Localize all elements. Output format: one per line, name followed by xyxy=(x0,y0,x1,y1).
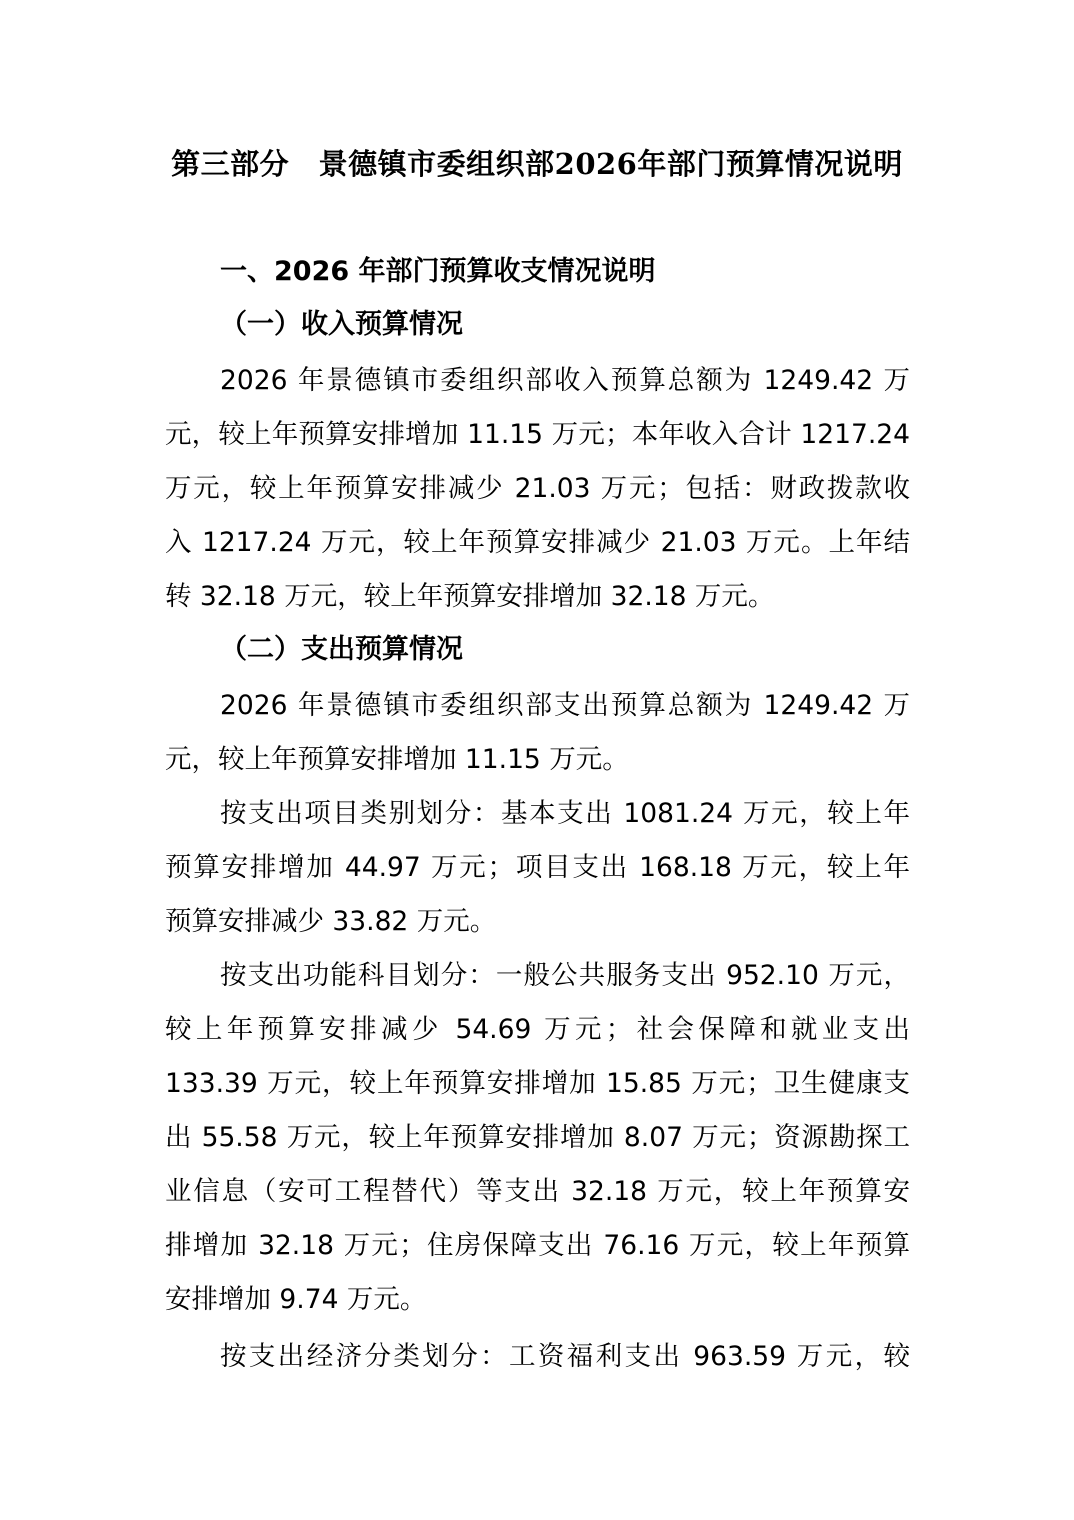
expense-total-paragraph xyxy=(165,679,910,787)
text-line: 业信息（安可工程替代）等支出 32.18 万元，较上年预算安 xyxy=(165,1176,910,1207)
text-line: 2026 年景德镇市委组织部收入预算总额为 1249.42 万 xyxy=(220,365,910,396)
text-line: 预算安排增加 44.97 万元；项目支出 168.18 万元，较上年 xyxy=(165,852,910,883)
text-line: 元，较上年预算安排增加 11.15 万元。 xyxy=(165,744,629,775)
text-line: 按支出功能科目划分：一般公共服务支出 952.10 万元， xyxy=(220,960,910,991)
text-line: 按支出项目类别划分：基本支出 1081.24 万元，较上年 xyxy=(220,798,910,829)
text-line: 排增加 32.18 万元；住房保障支出 76.16 万元，较上年预算 xyxy=(165,1230,910,1261)
text-line: 133.39 万元，较上年预算安排增加 15.85 万元；卫生健康支 xyxy=(165,1068,910,1099)
expense-by-economic-paragraph xyxy=(165,1330,910,1384)
text-line: 转 32.18 万元，较上年预算安排增加 32.18 万元。 xyxy=(165,581,775,612)
text-line: 预算安排减少 33.82 万元。 xyxy=(165,906,497,937)
subsection-heading-expense: （二）支出预算情况 xyxy=(220,634,463,665)
expense-by-function-paragraph xyxy=(165,949,910,1327)
text-line: 出 55.58 万元，较上年预算安排增加 8.07 万元；资源勘探工 xyxy=(165,1122,910,1153)
text-line: 2026 年景德镇市委组织部支出预算总额为 1249.42 万 xyxy=(220,690,910,721)
text-line: 按支出经济分类划分：工资福利支出 963.59 万元，较 xyxy=(220,1341,910,1372)
subsection-heading-income: （一）收入预算情况 xyxy=(220,309,463,340)
text-line: 入 1217.24 万元，较上年预算安排减少 21.03 万元。上年结 xyxy=(165,527,910,558)
text-line: 元，较上年预算安排增加 11.15 万元；本年收入合计 1217.24 xyxy=(165,419,910,450)
text-line: 万元，较上年预算安排减少 21.03 万元；包括：财政拨款收 xyxy=(165,473,910,504)
income-paragraph xyxy=(165,354,910,624)
expense-by-category-paragraph xyxy=(165,787,910,949)
document-title: 第三部分 景德镇市委组织部2026年部门预算情况说明 xyxy=(171,147,903,181)
text-line: 安排增加 9.74 万元。 xyxy=(165,1284,427,1315)
section-heading-1: 一、2026 年部门预算收支情况说明 xyxy=(220,256,656,287)
text-line: 较上年预算安排减少 54.69 万元；社会保障和就业支出 xyxy=(165,1014,910,1045)
